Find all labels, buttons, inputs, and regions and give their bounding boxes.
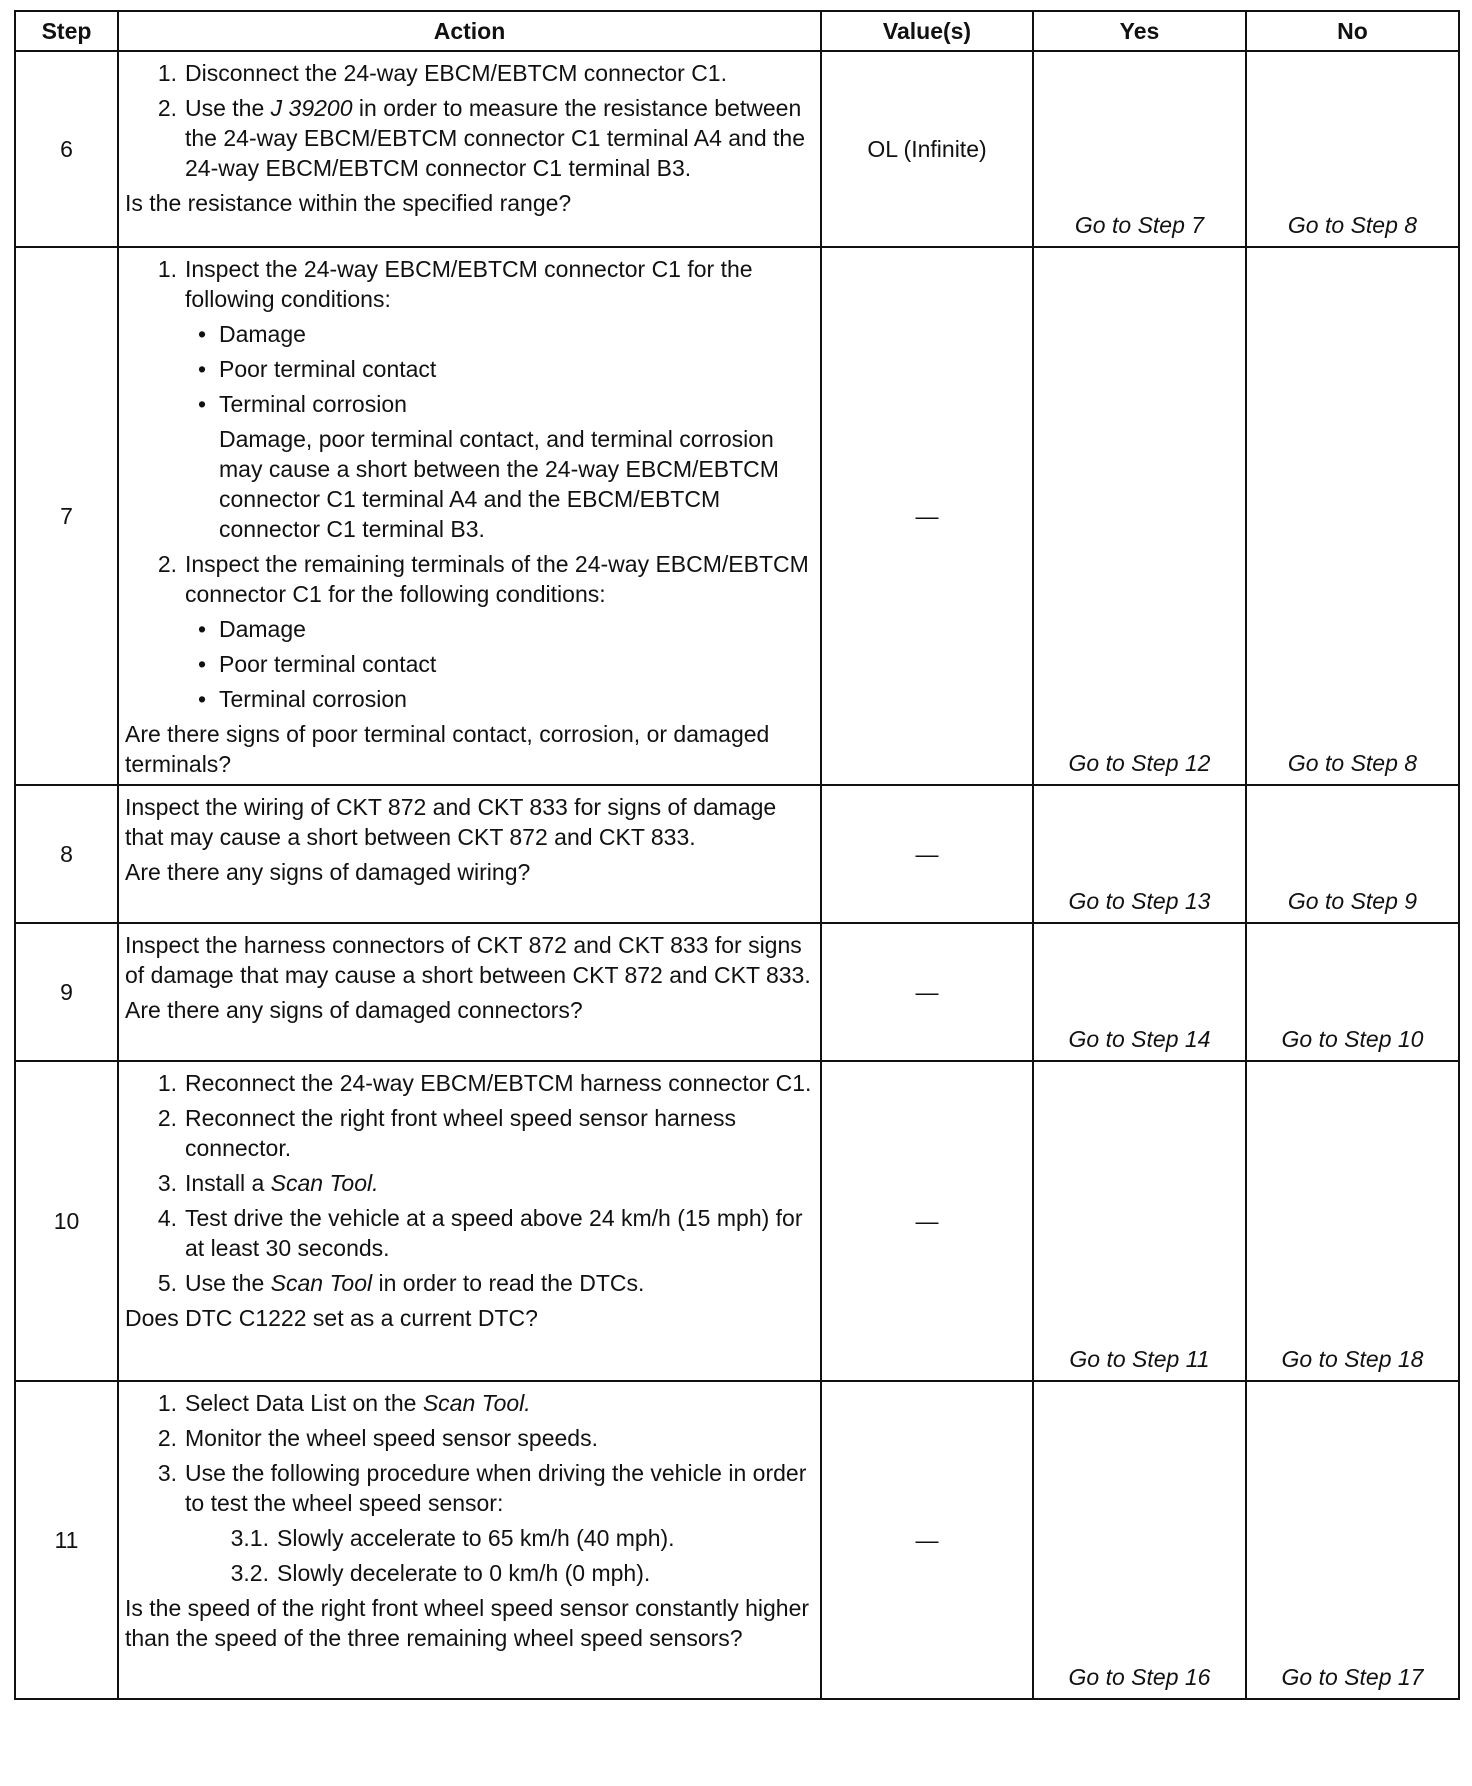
action-item xyxy=(125,1168,814,1198)
bullet-item: • Terminal corrosion xyxy=(185,684,814,714)
step-number: 11 xyxy=(15,1381,118,1699)
tool-reference: Scan Tool. xyxy=(270,1170,379,1196)
item-text: Select Data List on the Scan Tool. xyxy=(185,1390,531,1416)
yes-result: Go to Step 14 xyxy=(1033,923,1246,1061)
sub-item xyxy=(197,1523,814,1553)
action-cell xyxy=(118,247,821,785)
bullet-item: • Damage xyxy=(185,614,814,644)
action-question: Are there any signs of damaged wiring? xyxy=(125,859,531,885)
no-result: Go to Step 18 xyxy=(1246,1061,1459,1381)
diagnostic-table xyxy=(14,10,1460,1700)
action-item xyxy=(125,1388,814,1418)
item-text: Disconnect the 24-way EBCM/EBTCM connector C1. xyxy=(185,60,727,86)
bullet-icon: • xyxy=(197,616,207,642)
value-cell: — xyxy=(821,247,1033,785)
item-text: Reconnect the right front wheel speed sensor harness connector. xyxy=(185,1105,737,1161)
no-result: Go to Step 8 xyxy=(1246,247,1459,785)
action-item xyxy=(125,1103,814,1163)
action-item xyxy=(125,1458,814,1518)
action-question: Is the resistance within the specified range? xyxy=(125,190,572,216)
item-number: 3. xyxy=(157,1460,177,1486)
item-number: 2. xyxy=(157,551,177,577)
item-text: Install a Scan Tool. xyxy=(185,1170,379,1196)
action-item xyxy=(125,1268,814,1298)
step-number: 7 xyxy=(15,247,118,785)
item-number: 5. xyxy=(157,1270,177,1296)
item-number: 2. xyxy=(157,1425,177,1451)
value-cell: — xyxy=(821,1381,1033,1699)
action-text: Inspect the harness connectors of CKT 872 and CKT 833 for signs of damage that may cause a short between CKT 872 and CKT 833. xyxy=(125,932,811,988)
bullet-item: • Poor terminal contact xyxy=(185,649,814,679)
action-cell xyxy=(118,1061,821,1381)
tool-reference: J 39200 xyxy=(270,95,353,121)
sub-item-number: 3.1. xyxy=(230,1525,269,1551)
item-number: 1. xyxy=(157,256,177,282)
step-number: 10 xyxy=(15,1061,118,1381)
yes-result: Go to Step 12 xyxy=(1033,247,1246,785)
item-number: 1. xyxy=(157,1070,177,1096)
header-values: Value(s) xyxy=(821,11,1033,51)
action-note: Damage, poor terminal contact, and terminal corrosion may cause a short between the 24-way EBCM/EBTCM connector C1 terminal A4 and the EBCM/EBTCM connector C1 terminal B3. xyxy=(219,426,779,542)
table-row-step-10 xyxy=(15,1061,1459,1381)
item-number: 2. xyxy=(157,1105,177,1131)
action-item xyxy=(125,1423,814,1453)
step-number: 9 xyxy=(15,923,118,1061)
item-number: 2. xyxy=(157,95,177,121)
sub-item-text: Slowly accelerate to 65 km/h (40 mph). xyxy=(277,1525,675,1551)
action-cell xyxy=(118,785,821,923)
action-item xyxy=(125,1068,814,1098)
diagnostic-table-page xyxy=(14,10,1458,1700)
item-text: Use the following procedure when driving the vehicle in order to test the wheel speed sensor: xyxy=(185,1460,807,1516)
header-action: Action xyxy=(118,11,821,51)
item-text: Monitor the wheel speed sensor speeds. xyxy=(185,1425,598,1451)
bullet-icon: • xyxy=(197,651,207,677)
yes-result: Go to Step 13 xyxy=(1033,785,1246,923)
yes-result: Go to Step 7 xyxy=(1033,51,1246,247)
item-text: Use the J 39200 in order to measure the resistance between the 24-way EBCM/EBTCM connector C1 terminal A4 and the 24-way EBCM/EBTCM connector C1 terminal B3. xyxy=(185,95,806,181)
item-number: 1. xyxy=(157,60,177,86)
header-row xyxy=(15,11,1459,51)
table-row-step-9 xyxy=(15,923,1459,1061)
no-result: Go to Step 8 xyxy=(1246,51,1459,247)
action-cell xyxy=(118,923,821,1061)
action-cell xyxy=(118,1381,821,1699)
action-item xyxy=(125,58,814,88)
table-row-step-7 xyxy=(15,247,1459,785)
no-result: Go to Step 17 xyxy=(1246,1381,1459,1699)
table-row-step-8 xyxy=(15,785,1459,923)
value-cell: — xyxy=(821,1061,1033,1381)
header-no: No xyxy=(1246,11,1459,51)
yes-result: Go to Step 11 xyxy=(1033,1061,1246,1381)
item-text: Test drive the vehicle at a speed above 24 km/h (15 mph) for at least 30 seconds. xyxy=(185,1205,803,1261)
table-row-step-6 xyxy=(15,51,1459,247)
value-cell: — xyxy=(821,923,1033,1061)
action-item xyxy=(125,1203,814,1263)
item-text: Use the Scan Tool in order to read the DTCs. xyxy=(185,1270,645,1296)
item-text: Inspect the 24-way EBCM/EBTCM connector C1 for the following conditions: xyxy=(185,256,753,312)
action-question: Are there any signs of damaged connectors? xyxy=(125,997,583,1023)
item-number: 4. xyxy=(157,1205,177,1231)
action-question: Does DTC C1222 set as a current DTC? xyxy=(125,1305,538,1331)
table-row-step-11 xyxy=(15,1381,1459,1699)
header-step: Step xyxy=(15,11,118,51)
tool-reference: Scan Tool. xyxy=(422,1390,531,1416)
header-yes: Yes xyxy=(1033,11,1246,51)
sub-item-number: 3.2. xyxy=(230,1560,269,1586)
action-cell xyxy=(118,51,821,247)
item-text: Inspect the remaining terminals of the 24-way EBCM/EBTCM connector C1 for the following conditions: xyxy=(185,551,809,607)
action-question: Is the speed of the right front wheel speed sensor constantly higher than the speed of the three remaining wheel speed sensors? xyxy=(125,1595,810,1651)
item-number: 1. xyxy=(157,1390,177,1416)
bullet-icon: • xyxy=(197,686,207,712)
item-text: Reconnect the 24-way EBCM/EBTCM harness connector C1. xyxy=(185,1070,812,1096)
action-question: Are there signs of poor terminal contact, corrosion, or damaged terminals? xyxy=(125,721,770,777)
no-result: Go to Step 9 xyxy=(1246,785,1459,923)
bullet-item: • Terminal corrosion xyxy=(185,389,814,419)
step-number: 6 xyxy=(15,51,118,247)
action-text: Inspect the wiring of CKT 872 and CKT 833 for signs of damage that may cause a short between CKT 872 and CKT 833. xyxy=(125,794,777,850)
action-item xyxy=(125,93,814,183)
item-number: 3. xyxy=(157,1170,177,1196)
yes-result: Go to Step 16 xyxy=(1033,1381,1246,1699)
value-cell: — xyxy=(821,785,1033,923)
bullet-item: • Poor terminal contact xyxy=(185,354,814,384)
action-item xyxy=(125,254,814,314)
action-item xyxy=(125,549,814,609)
sub-item-text: Slowly decelerate to 0 km/h (0 mph). xyxy=(277,1560,651,1586)
bullet-icon: • xyxy=(197,391,207,417)
bullet-item: • Damage xyxy=(185,319,814,349)
bullet-icon: • xyxy=(197,321,207,347)
tool-reference: Scan Tool xyxy=(270,1270,373,1296)
bullet-icon: • xyxy=(197,356,207,382)
value-cell: OL (Infinite) xyxy=(821,51,1033,247)
no-result: Go to Step 10 xyxy=(1246,923,1459,1061)
sub-item xyxy=(197,1558,814,1588)
step-number: 8 xyxy=(15,785,118,923)
